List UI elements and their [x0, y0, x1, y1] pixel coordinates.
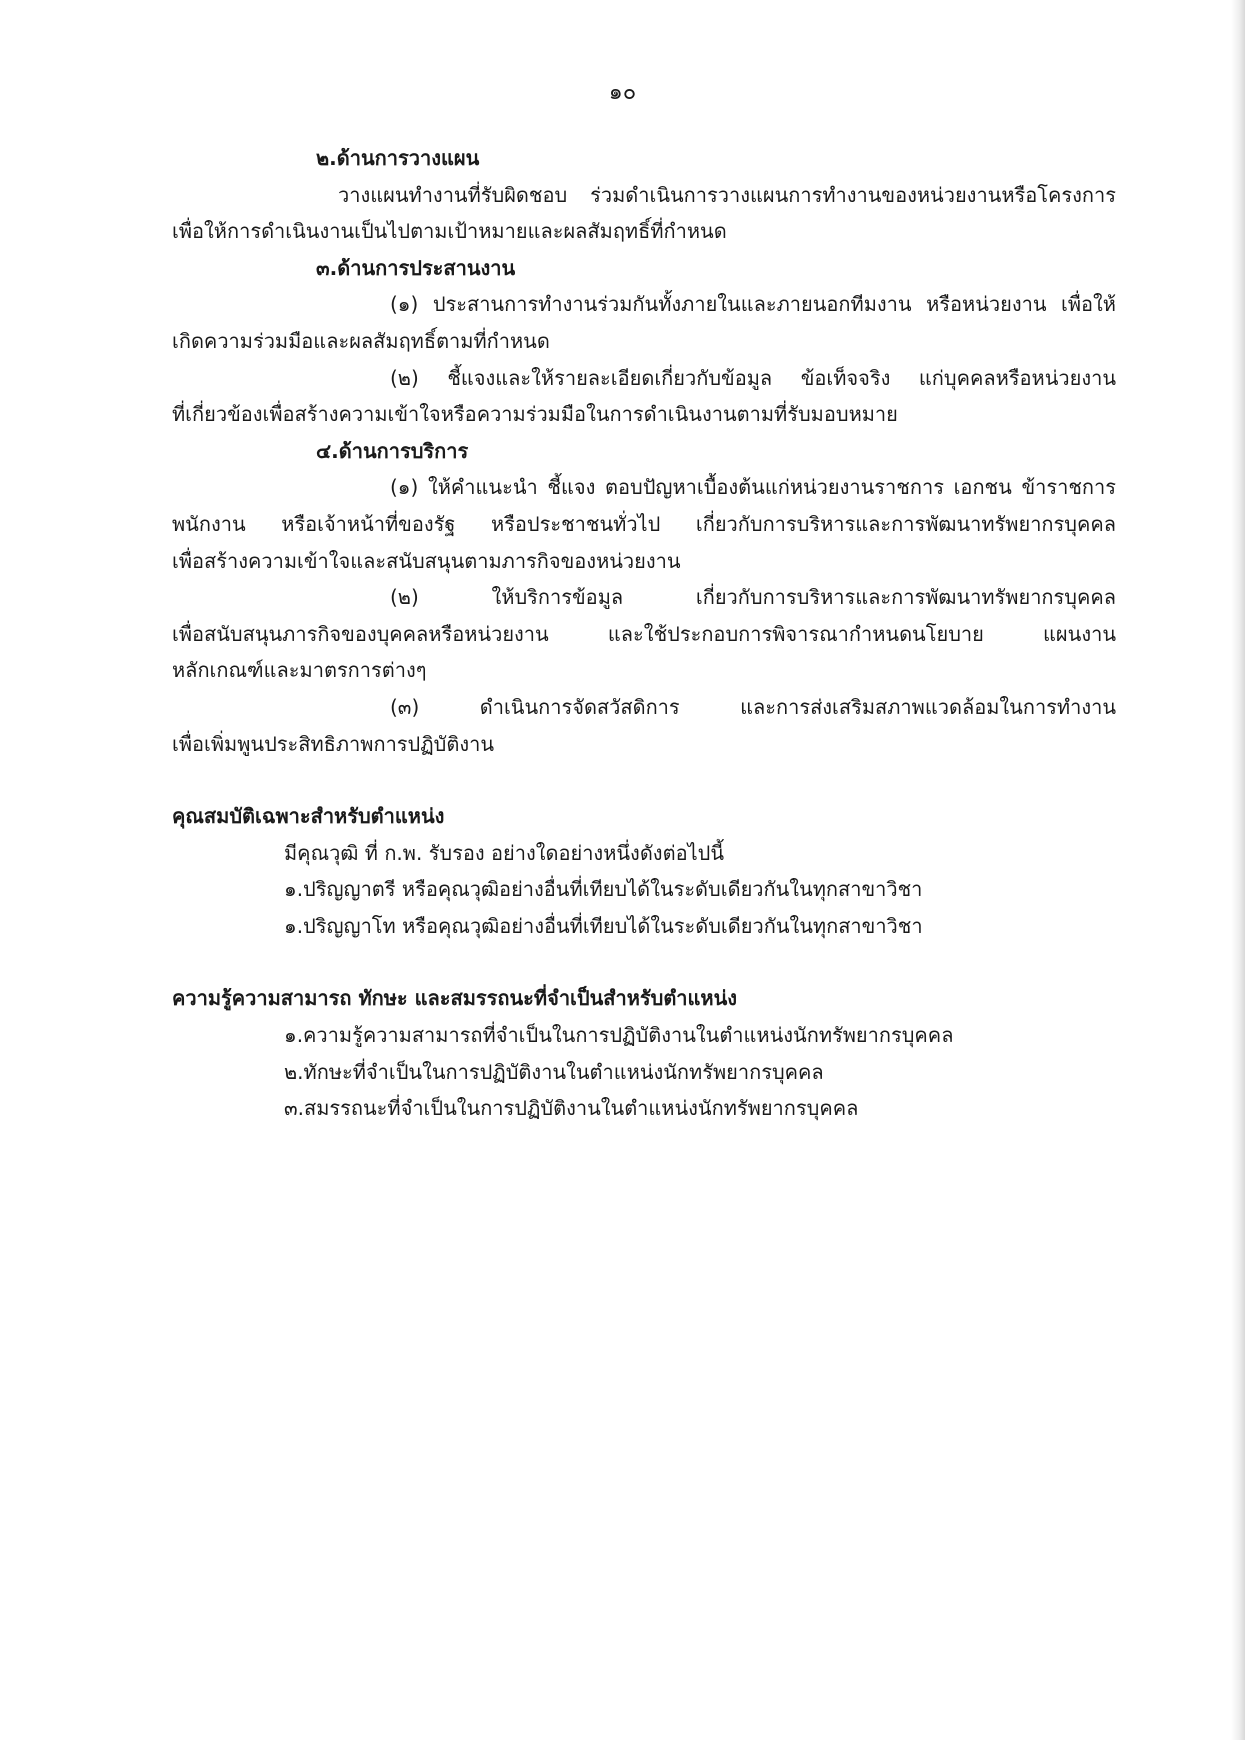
qualification-item: ๑.ปริญญาตรี หรือคุณวุฒิอย่างอื่นที่เทียบได้ในระดับเดียวกันในทุกสาขาวิชา [284, 877, 923, 902]
qualifications-heading: คุณสมบัติเฉพาะสำหรับตำแหน่ง [172, 804, 445, 829]
section-heading-planning: ๒.ด้านการวางแผน [316, 146, 480, 170]
paragraph-line: วางแผนทำงานที่รับผิดชอบ ร่วมดำเนินการวางแผนการทำงานของหน่วยงานหรือโครงการ [338, 182, 1116, 207]
paragraph-line: หลักเกณฑ์และมาตรการต่างๆ [172, 658, 427, 683]
document-body [172, 140, 1116, 1127]
page-number: ๑๐ [608, 80, 637, 105]
paragraph-line: (๓) ดำเนินการจัดสวัสดิการ และการส่งเสริมสภาพแวดล้อมในการทำงาน [390, 694, 1116, 719]
paragraph-line: (๑) ประสานการทำงานร่วมกันทั้งภายในและภายนอกทีมงาน หรือหน่วยงาน เพื่อให้ [390, 292, 1116, 317]
paragraph-line: (๑) ให้คำแนะนำ ชี้แจง ตอบปัญหาเบื้องต้นแก่หน่วยงานราชการ เอกชน ข้าราชการ [390, 475, 1116, 500]
paragraph-line: เพื่อให้การดำเนินงานเป็นไปตามเป้าหมายและผลสัมฤทธิ์ที่กำหนด [172, 219, 727, 244]
competency-item: ๓.สมรรถนะที่จำเป็นในการปฏิบัติงานในตำแหน่งนักทรัพยากรบุคคล [284, 1096, 859, 1121]
qualifications-intro: มีคุณวุฒิ ที่ ก.พ. รับรอง อย่างใดอย่างหนึ่งดังต่อไปนี้ [284, 840, 724, 865]
competency-item: ๑.ความรู้ความสามารถที่จำเป็นในการปฏิบัติงานในตำแหน่งนักทรัพยากรบุคคล [284, 1023, 954, 1048]
paragraph-line: เพื่อสนับสนุนภารกิจของบุคคลหรือหน่วยงาน และใช้ประกอบการพิจารณากำหนดนโยบาย แผนงาน [172, 621, 1116, 646]
paragraph-line: ที่เกี่ยวข้องเพื่อสร้างความเข้าใจหรือความร่วมมือในการดำเนินงานตามที่รับมอบหมาย [172, 402, 898, 427]
page-edge-shadow [1231, 0, 1245, 1740]
paragraph-line: เกิดความร่วมมือและผลสัมฤทธิ์ตามที่กำหนด [172, 328, 550, 353]
paragraph-line: (๒) ให้บริการข้อมูล เกี่ยวกับการบริหารและการพัฒนาทรัพยากรบุคคล [390, 585, 1116, 610]
section-spacer [172, 944, 1116, 980]
section-heading-service: ๔.ด้านการบริการ [316, 438, 469, 463]
competency-item: ๒.ทักษะที่จำเป็นในการปฏิบัติงานในตำแหน่งนักทรัพยากรบุคคล [284, 1059, 824, 1084]
paragraph-line: พนักงาน หรือเจ้าหน้าที่ของรัฐ หรือประชาชนทั่วไป เกี่ยวกับการบริหารและการพัฒนาทรัพยากรบุคคล [172, 511, 1116, 536]
section-heading-coordination: ๓.ด้านการประสานงาน [316, 255, 516, 280]
qualification-item: ๑.ปริญญาโท หรือคุณวุฒิอย่างอื่นที่เทียบได้ในระดับเดียวกันในทุกสาขาวิชา [284, 913, 923, 938]
section-spacer [172, 762, 1116, 798]
competencies-heading: ความรู้ความสามารถ ทักษะ และสมรรถนะที่จำเป็นสำหรับตำแหน่ง [172, 986, 738, 1011]
paragraph-line: เพื่อเพิ่มพูนประสิทธิภาพการปฏิบัติงาน [172, 731, 495, 756]
paragraph-line: เพื่อสร้างความเข้าใจและสนับสนุนตามภารกิจของหน่วยงาน [172, 548, 681, 573]
paragraph-line: (๒) ชี้แจงและให้รายละเอียดเกี่ยวกับข้อมูล ข้อเท็จจริง แก่บุคคลหรือหน่วยงาน [390, 365, 1116, 390]
